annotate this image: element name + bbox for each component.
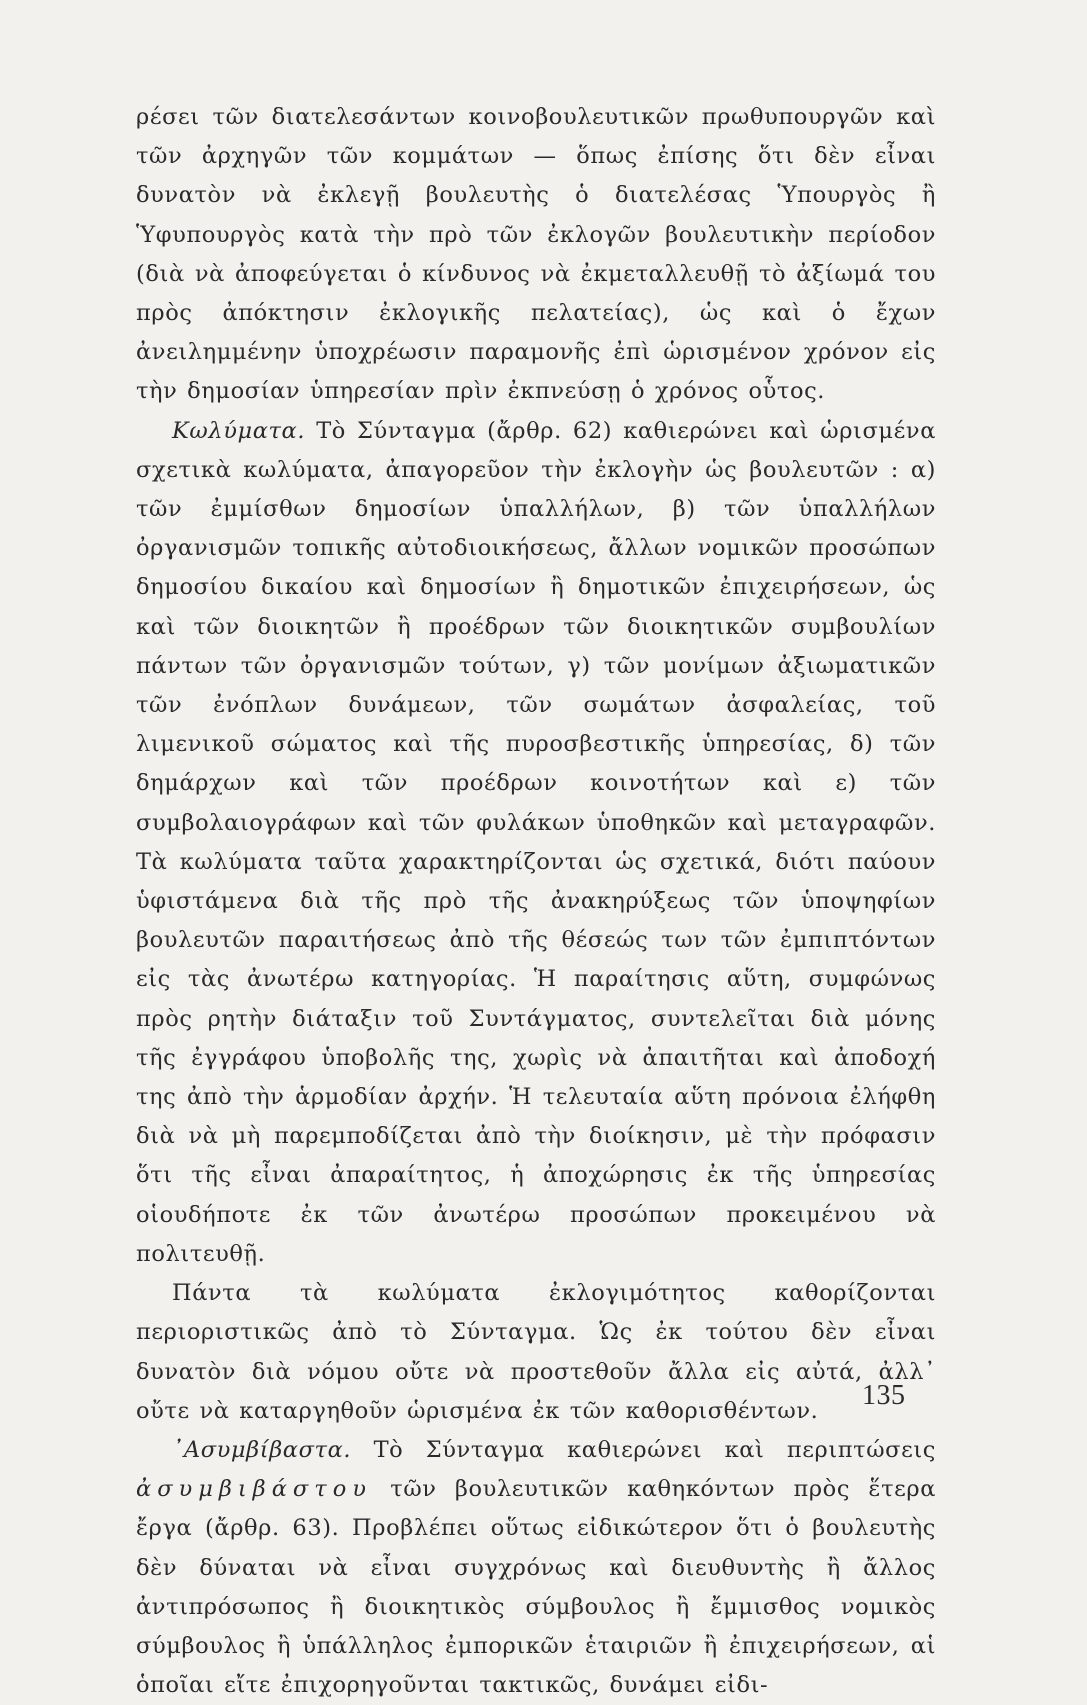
emphasized-term: ἀσυμβιβάστου [136, 1476, 372, 1503]
paragraph-asymvivasta [136, 1431, 936, 1705]
section-heading-kolymata: Κωλύματα. [172, 417, 306, 444]
paragraph-asymvivasta-pre: Τὸ Σύνταγμα καθιερώνει καὶ περιπτώσεις [351, 1436, 936, 1463]
paragraph-perioristikos-text: Πάντα τὰ κωλύματα ἐκλογιμότητος καθορίζονται περιοριστικῶς ἀπὸ τὸ Σύνταγμα. Ὡς ἐκ τούτου δὲν εἶναι δυνατὸν διὰ νόμου οὔτε νὰ προστεθοῦν ἄλλα εἰς αὐτά, ἀλλ᾽ οὔτε νὰ καταργηθοῦν ὡρισμένα ἐκ τῶν καθορισθέντων. [136, 1280, 936, 1424]
paragraph-asymvivasta-text: τῶν βουλευτικῶν καθηκόντων πρὸς ἕτερα ἔργα (ἄρθρ. 63). Προβλέπει οὕτως εἰδικώτερον ὅτι ὁ βουλευτὴς δὲν δύναται νὰ εἶναι συγχρόνως καὶ διευθυντὴς ἢ ἄλλος ἀντιπρόσωπος ἢ διοικητικὸς σύμβουλος ἢ ἔμμισθος νομικὸς σύμβουλος ἢ ὑπάλληλος ἐμπορικῶν ἑταιριῶν ἢ ἐπιχειρήσεων, αἱ ὁποῖαι εἴτε ἐπιχορηγοῦνται τακτικῶς, δυνάμει εἰδι- [136, 1476, 936, 1699]
paragraph-kolymata [136, 412, 936, 1274]
paragraph-perioristikos [136, 1274, 936, 1431]
body-text [136, 98, 936, 1705]
paragraph-kolymata-text: Τὸ Σύνταγμα (ἄρθρ. 62) καθιερώνει καὶ ὡρισμένα σχετικὰ κωλύματα, ἀπαγορεῦον τὴν ἐκλογὴν ὡς βουλευτῶν : α) τῶν ἐμμίσθων δημοσίων ὑπαλλήλων, β) τῶν ὑπαλλήλων ὀργανισμῶν τοπικῆς αὐτοδιοικήσεως, ἄλλων νομικῶν προσώπων δημοσίου δικαίου καὶ δημοσίων ἢ δημοτικῶν ἐπιχειρήσεων, ὡς καὶ τῶν διοικητῶν ἢ προέδρων τῶν διοικητικῶν συμβουλίων πάντων τῶν ὀργανισμῶν τούτων, γ) τῶν μονίμων ἀξιωματικῶν τῶν ἐνόπλων δυνάμεων, τῶν σωμάτων ἀσφαλείας, τοῦ λιμενικοῦ σώματος καὶ τῆς πυροσβεστικῆς ὑπηρεσίας, δ) τῶν δημάρχων καὶ τῶν προέδρων κοινοτήτων καὶ ε) τῶν συμβολαιογράφων καὶ τῶν φυλάκων ὑποθηκῶν καὶ μεταγραφῶν. Τὰ κωλύματα ταῦτα χαρακτηρίζονται ὡς σχετικά, διότι παύουν ὑφιστάμενα διὰ τῆς πρὸ τῆς ἀνακηρύξεως τῶν ὑποψηφίων βουλευτῶν παραιτήσεως ἀπὸ τῆς θέσεώς των τῶν ἐμπιπτόντων εἰς τὰς ἀνωτέρω κατηγορίας. Ἡ παραίτησις αὕτη, συμφώνως πρὸς ρητὴν διάταξιν τοῦ Συντάγματος, συντελεῖται διὰ μόνης τῆς ἐγγράφου ὑποβολῆς της, χωρὶς νὰ ἀπαιτῆται καὶ ἀποδοχή της ἀπὸ τὴν ἁρμοδίαν ἀρχήν. Ἡ τελευταία αὕτη πρόνοια ἐλήφθη διὰ νὰ μὴ παρεμποδίζεται ἀπὸ τὴν διοίκησιν, μὲ τὴν πρόφασιν ὅτι τῆς εἶναι ἀπαραίτητος, ἡ ἀποχώρησις ἐκ τῆς ὑπηρεσίας οἱουδήποτε ἐκ τῶν ἀνωτέρω προσώπων προκειμένου νὰ πολιτευθῇ. [136, 417, 936, 1267]
paragraph-1-text: ρέσει τῶν διατελεσάντων κοινοβουλευτικῶν πρωθυπουργῶν καὶ τῶν ἀρχηγῶν τῶν κομμάτων — ὅπως ἐπίσης ὅτι δὲν εἶναι δυνατὸν νὰ ἐκλεγῇ βουλευτὴς ὁ διατελέσας Ὑπουργὸς ἢ Ὑφυπουργὸς κατὰ τὴν πρὸ τῶν ἐκλογῶν βουλευτικὴν περίοδον (διὰ νὰ ἀποφεύγεται ὁ κίνδυνος νὰ ἐκμεταλλευθῇ τὸ ἀξίωμά του πρὸς ἀπόκτησιν ἐκλογικῆς πελατείας), ὡς καὶ ὁ ἔχων ἀνειλημμένην ὑποχρέωσιν παραμονῆς ἐπὶ ὡρισμένον χρόνον εἰς τὴν δημοσίαν ὑπηρεσίαν πρὶν ἐκπνεύσῃ ὁ χρόνος οὗτος. [136, 104, 936, 405]
page-number: 135 [862, 1380, 906, 1411]
paragraph-1 [136, 98, 936, 412]
section-heading-asymvivasta: ᾽Ασυμβίβαστα. [172, 1436, 352, 1463]
